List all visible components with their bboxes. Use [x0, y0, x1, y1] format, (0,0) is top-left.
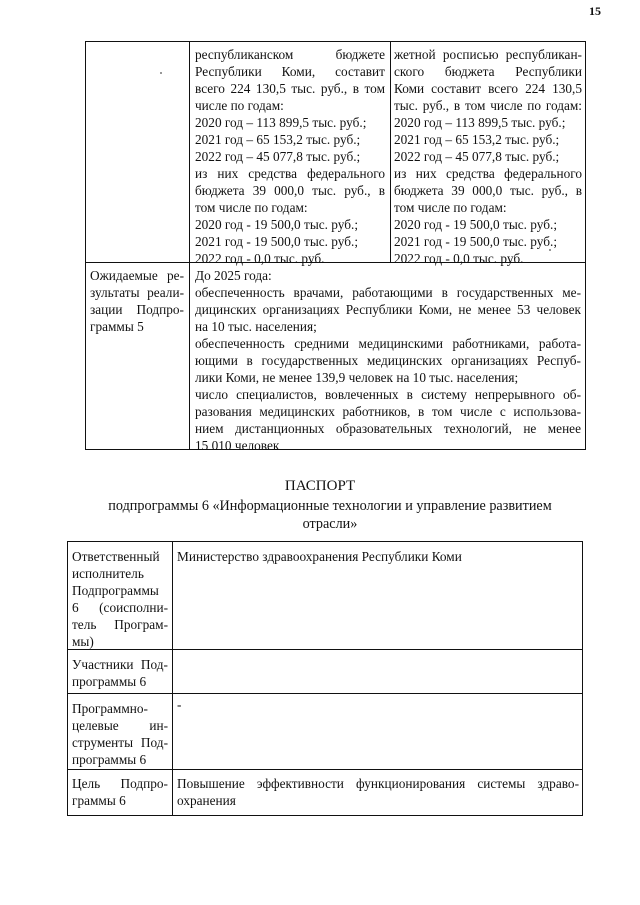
budget-line: том числе по годам: — [195, 200, 308, 215]
label-line: Цель Подпро- — [72, 776, 168, 791]
value-line: - — [177, 697, 182, 712]
row-label-responsible — [72, 548, 168, 650]
page-number: 15 — [589, 4, 601, 18]
results-label-line: зультаты реали- — [90, 285, 184, 300]
passport-title: ПАСПОРТ — [284, 478, 356, 494]
results-label-line: граммы 5 — [90, 319, 144, 334]
row-value-goal — [177, 775, 579, 809]
label-line: исполнитель — [72, 566, 144, 581]
results-text-line: обеспеченность врачами, работающими в государственных ме- — [195, 285, 581, 300]
budget-line: числе по годам: — [195, 98, 284, 113]
budget-line: том числе по годам: — [394, 200, 507, 215]
scan-dot-mark — [549, 249, 551, 251]
results-text-line: 15 010 человек — [195, 438, 280, 453]
budget-line: Коми составит всего 224 130,5 — [394, 81, 582, 96]
budget-cell-col3 — [394, 46, 582, 267]
passport-subtitle-line-2: отрасли» — [302, 516, 358, 532]
budget-line: 2022 год - 0,0 тыс. руб. — [195, 251, 325, 266]
budget-cell-col2 — [195, 46, 385, 267]
results-text-line: нием дистанционных образовательных технологий, не менее — [195, 421, 581, 436]
label-line: 6 (соисполни- — [72, 600, 168, 615]
results-label-cell — [90, 267, 184, 335]
results-label-line: Ожидаемые ре- — [90, 268, 184, 283]
budget-line: бюджета 39 000,0 тыс. руб., в — [394, 183, 582, 198]
label-line: граммы 6 — [72, 793, 126, 808]
budget-line: бюджета 39 000,0 тыс. руб., в — [195, 183, 385, 198]
results-text-line: обеспеченность средними медицинскими работниками, работа- — [195, 336, 581, 351]
budget-line: Республики Коми, составит — [195, 64, 385, 79]
budget-line: ского бюджета Республики — [394, 64, 582, 79]
results-text-line: разования медицинских работников, в том числе с использова- — [195, 404, 581, 419]
label-line: Участники Под- — [72, 657, 168, 672]
results-label-line: зации Подпро- — [90, 302, 184, 317]
row-label-participants — [72, 656, 168, 690]
budget-line: 2020 год - 19 500,0 тыс. руб.; — [195, 217, 359, 232]
label-line: мы) — [72, 634, 94, 649]
value-line: охранения — [177, 793, 236, 808]
budget-line: 2022 год – 45 077,8 тыс. руб.; — [394, 149, 560, 164]
budget-line: 2020 год - 19 500,0 тыс. руб.; — [394, 217, 558, 232]
scan-dot-mark — [160, 72, 162, 74]
label-line: тель Програм- — [72, 617, 168, 632]
passport-subtitle-line-1: подпрограммы 6 «Информационные технологии и управление развитием — [108, 498, 552, 514]
label-line: программы 6 — [72, 752, 147, 767]
budget-line: 2021 год - 19 500,0 тыс. руб.; — [394, 234, 558, 249]
results-text-line: До 2025 года: — [195, 268, 272, 283]
results-text-line: ющими в государственных медицинских организациях Респуб- — [195, 353, 581, 368]
label-line: Ответственный — [72, 549, 160, 564]
budget-line: жетной росписью республикан- — [394, 47, 582, 62]
value-line: Повышение эффективности функционирования системы здраво- — [177, 776, 579, 791]
budget-line: республиканском бюджете — [195, 47, 385, 62]
label-line: программы 6 — [72, 674, 147, 689]
label-line: целевые ин- — [72, 718, 168, 733]
label-line: Программно- — [72, 701, 148, 716]
results-text-line: число специалистов, вовлеченных в систему непрерывного об- — [195, 387, 581, 402]
row-value-instruments — [177, 696, 579, 713]
row-label-goal — [72, 775, 168, 809]
row-label-instruments — [72, 700, 168, 768]
row-value-responsible — [177, 548, 579, 565]
results-text-line: лики Коми, не менее 139,9 человек на 10 тыс. населения; — [195, 370, 519, 385]
budget-line: из них средства федерального — [394, 166, 582, 181]
budget-line: 2021 год – 65 153,2 тыс. руб.; — [394, 132, 560, 147]
budget-line: 2021 год - 19 500,0 тыс. руб.; — [195, 234, 359, 249]
budget-line: из них средства федерального — [195, 166, 385, 181]
budget-line: тыс. руб., в том числе по годам: — [394, 98, 582, 113]
results-text-cell — [195, 267, 581, 454]
budget-line: 2020 год – 113 899,5 тыс. руб.; — [195, 115, 367, 130]
label-line: Подпрограммы — [72, 583, 159, 598]
label-line: струменты Под- — [72, 735, 168, 750]
budget-line: 2021 год – 65 153,2 тыс. руб.; — [195, 132, 361, 147]
budget-line: всего 224 130,5 тыс. руб., в том — [195, 81, 385, 96]
results-text-line: дицинских организациях Республики Коми, не менее 53 человек — [195, 302, 581, 317]
results-text-line: на 10 тыс. населения; — [195, 319, 317, 334]
budget-line: 2022 год – 45 077,8 тыс. руб.; — [195, 149, 361, 164]
budget-line: 2020 год – 113 899,5 тыс. руб.; — [394, 115, 566, 130]
budget-line: 2022 год - 0,0 тыс. руб. — [394, 251, 524, 266]
value-line: Министерство здравоохранения Республики Коми — [177, 549, 462, 564]
